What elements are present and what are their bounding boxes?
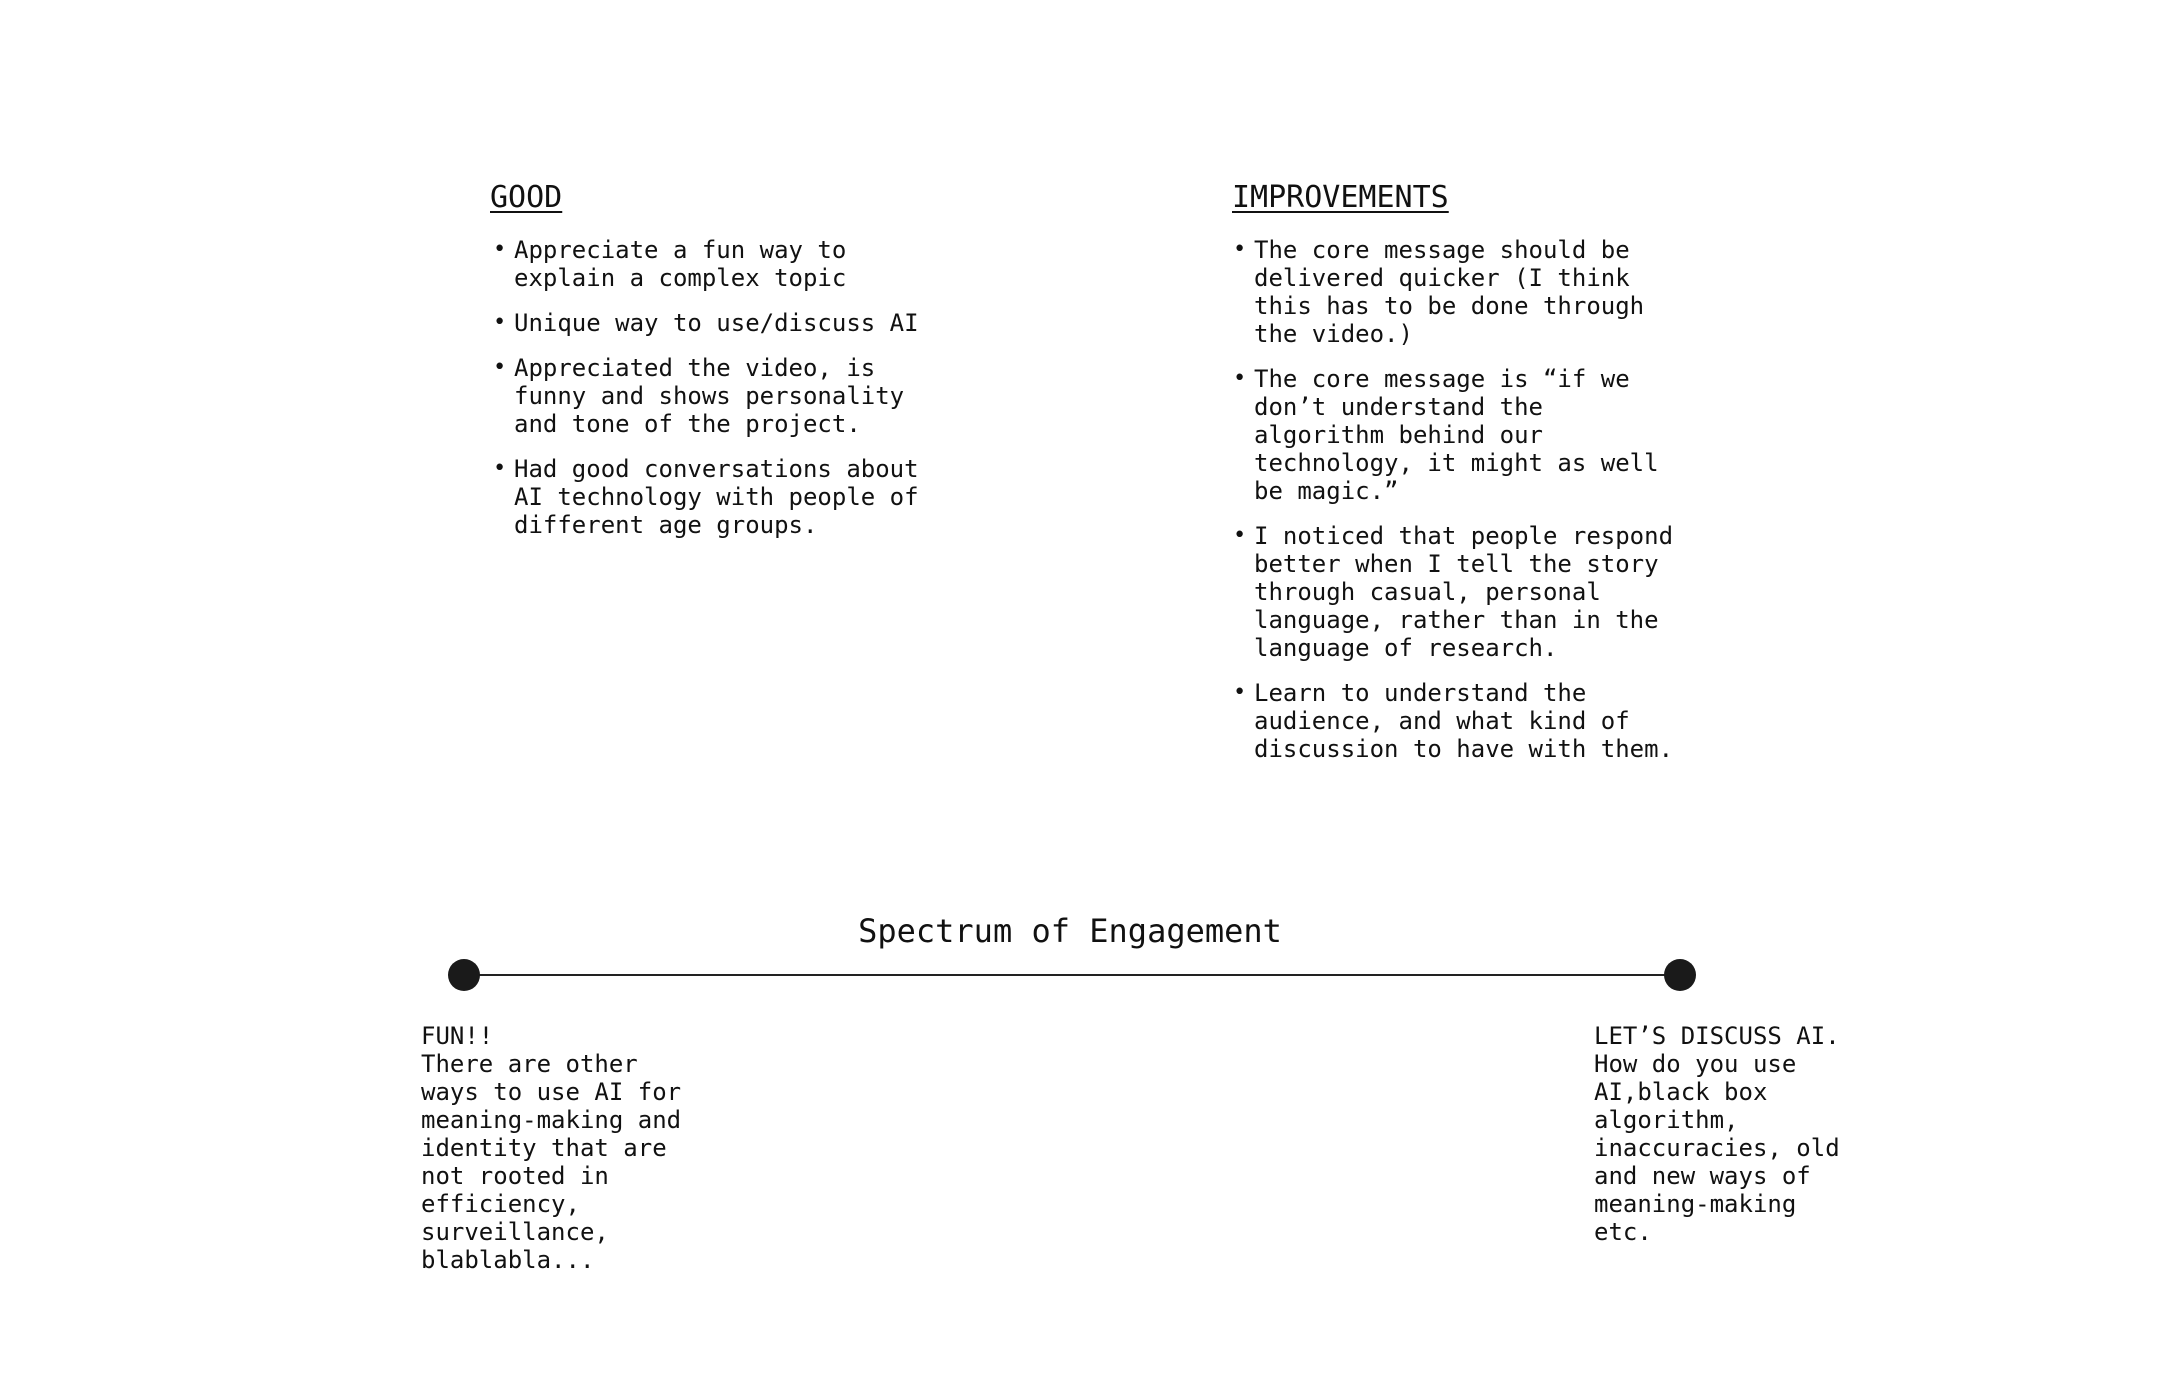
- left-endpoint-dot-icon: [448, 959, 480, 991]
- bullet-icon: •: [1233, 366, 1247, 391]
- good-list: [490, 236, 990, 556]
- good-item-text: Had good conversations about AI technology with people of different age groups.: [514, 455, 919, 539]
- bullet-icon: •: [1233, 237, 1247, 262]
- improvements-heading: IMPROVEMENTS: [1232, 180, 1449, 215]
- list-item: [1230, 365, 1750, 505]
- list-item: [490, 354, 990, 438]
- list-item: [490, 309, 990, 337]
- bullet-icon: •: [1233, 680, 1247, 705]
- improvement-item-text: The core message is “if we don’t understand the algorithm behind our technology, it might as well be magic.”: [1254, 365, 1659, 505]
- spectrum-title: Spectrum of Engagement: [858, 912, 1282, 950]
- bullet-icon: •: [493, 310, 507, 335]
- spectrum-line: [464, 974, 1680, 976]
- bullet-icon: •: [493, 456, 507, 481]
- improvement-item-text: The core message should be delivered quicker (I think this has to be done through the video.): [1254, 236, 1645, 348]
- improvement-item-text: Learn to understand the audience, and what kind of discussion to have with them.: [1254, 679, 1674, 763]
- bullet-icon: •: [493, 237, 507, 262]
- list-item: [490, 236, 990, 292]
- list-item: [1230, 236, 1750, 348]
- right-endpoint-text: LET’S DISCUSS AI. How do you use AI,black box algorithm, inaccuracies, old and new ways of meaning-making etc.: [1594, 1022, 1840, 1246]
- improvement-item-text: I noticed that people respond better when I tell the story through casual, personal language, rather than in the language of research.: [1254, 522, 1674, 662]
- bullet-icon: •: [1233, 523, 1247, 548]
- right-endpoint-dot-icon: [1664, 959, 1696, 991]
- good-item-text: Appreciate a fun way to explain a complex topic: [514, 236, 847, 292]
- list-item: [490, 455, 990, 539]
- list-item: [1230, 522, 1750, 662]
- improvements-list: [1230, 236, 1750, 780]
- left-endpoint-text: FUN!! There are other ways to use AI for meaning-making and identity that are not rooted in efficiency, surveillance, blablabla...: [421, 1022, 682, 1274]
- good-item-text: Unique way to use/discuss AI: [514, 309, 919, 337]
- list-item: [1230, 679, 1750, 763]
- bullet-icon: •: [493, 355, 507, 380]
- good-item-text: Appreciated the video, is funny and shows personality and tone of the project.: [514, 354, 905, 438]
- good-heading: GOOD: [490, 180, 563, 215]
